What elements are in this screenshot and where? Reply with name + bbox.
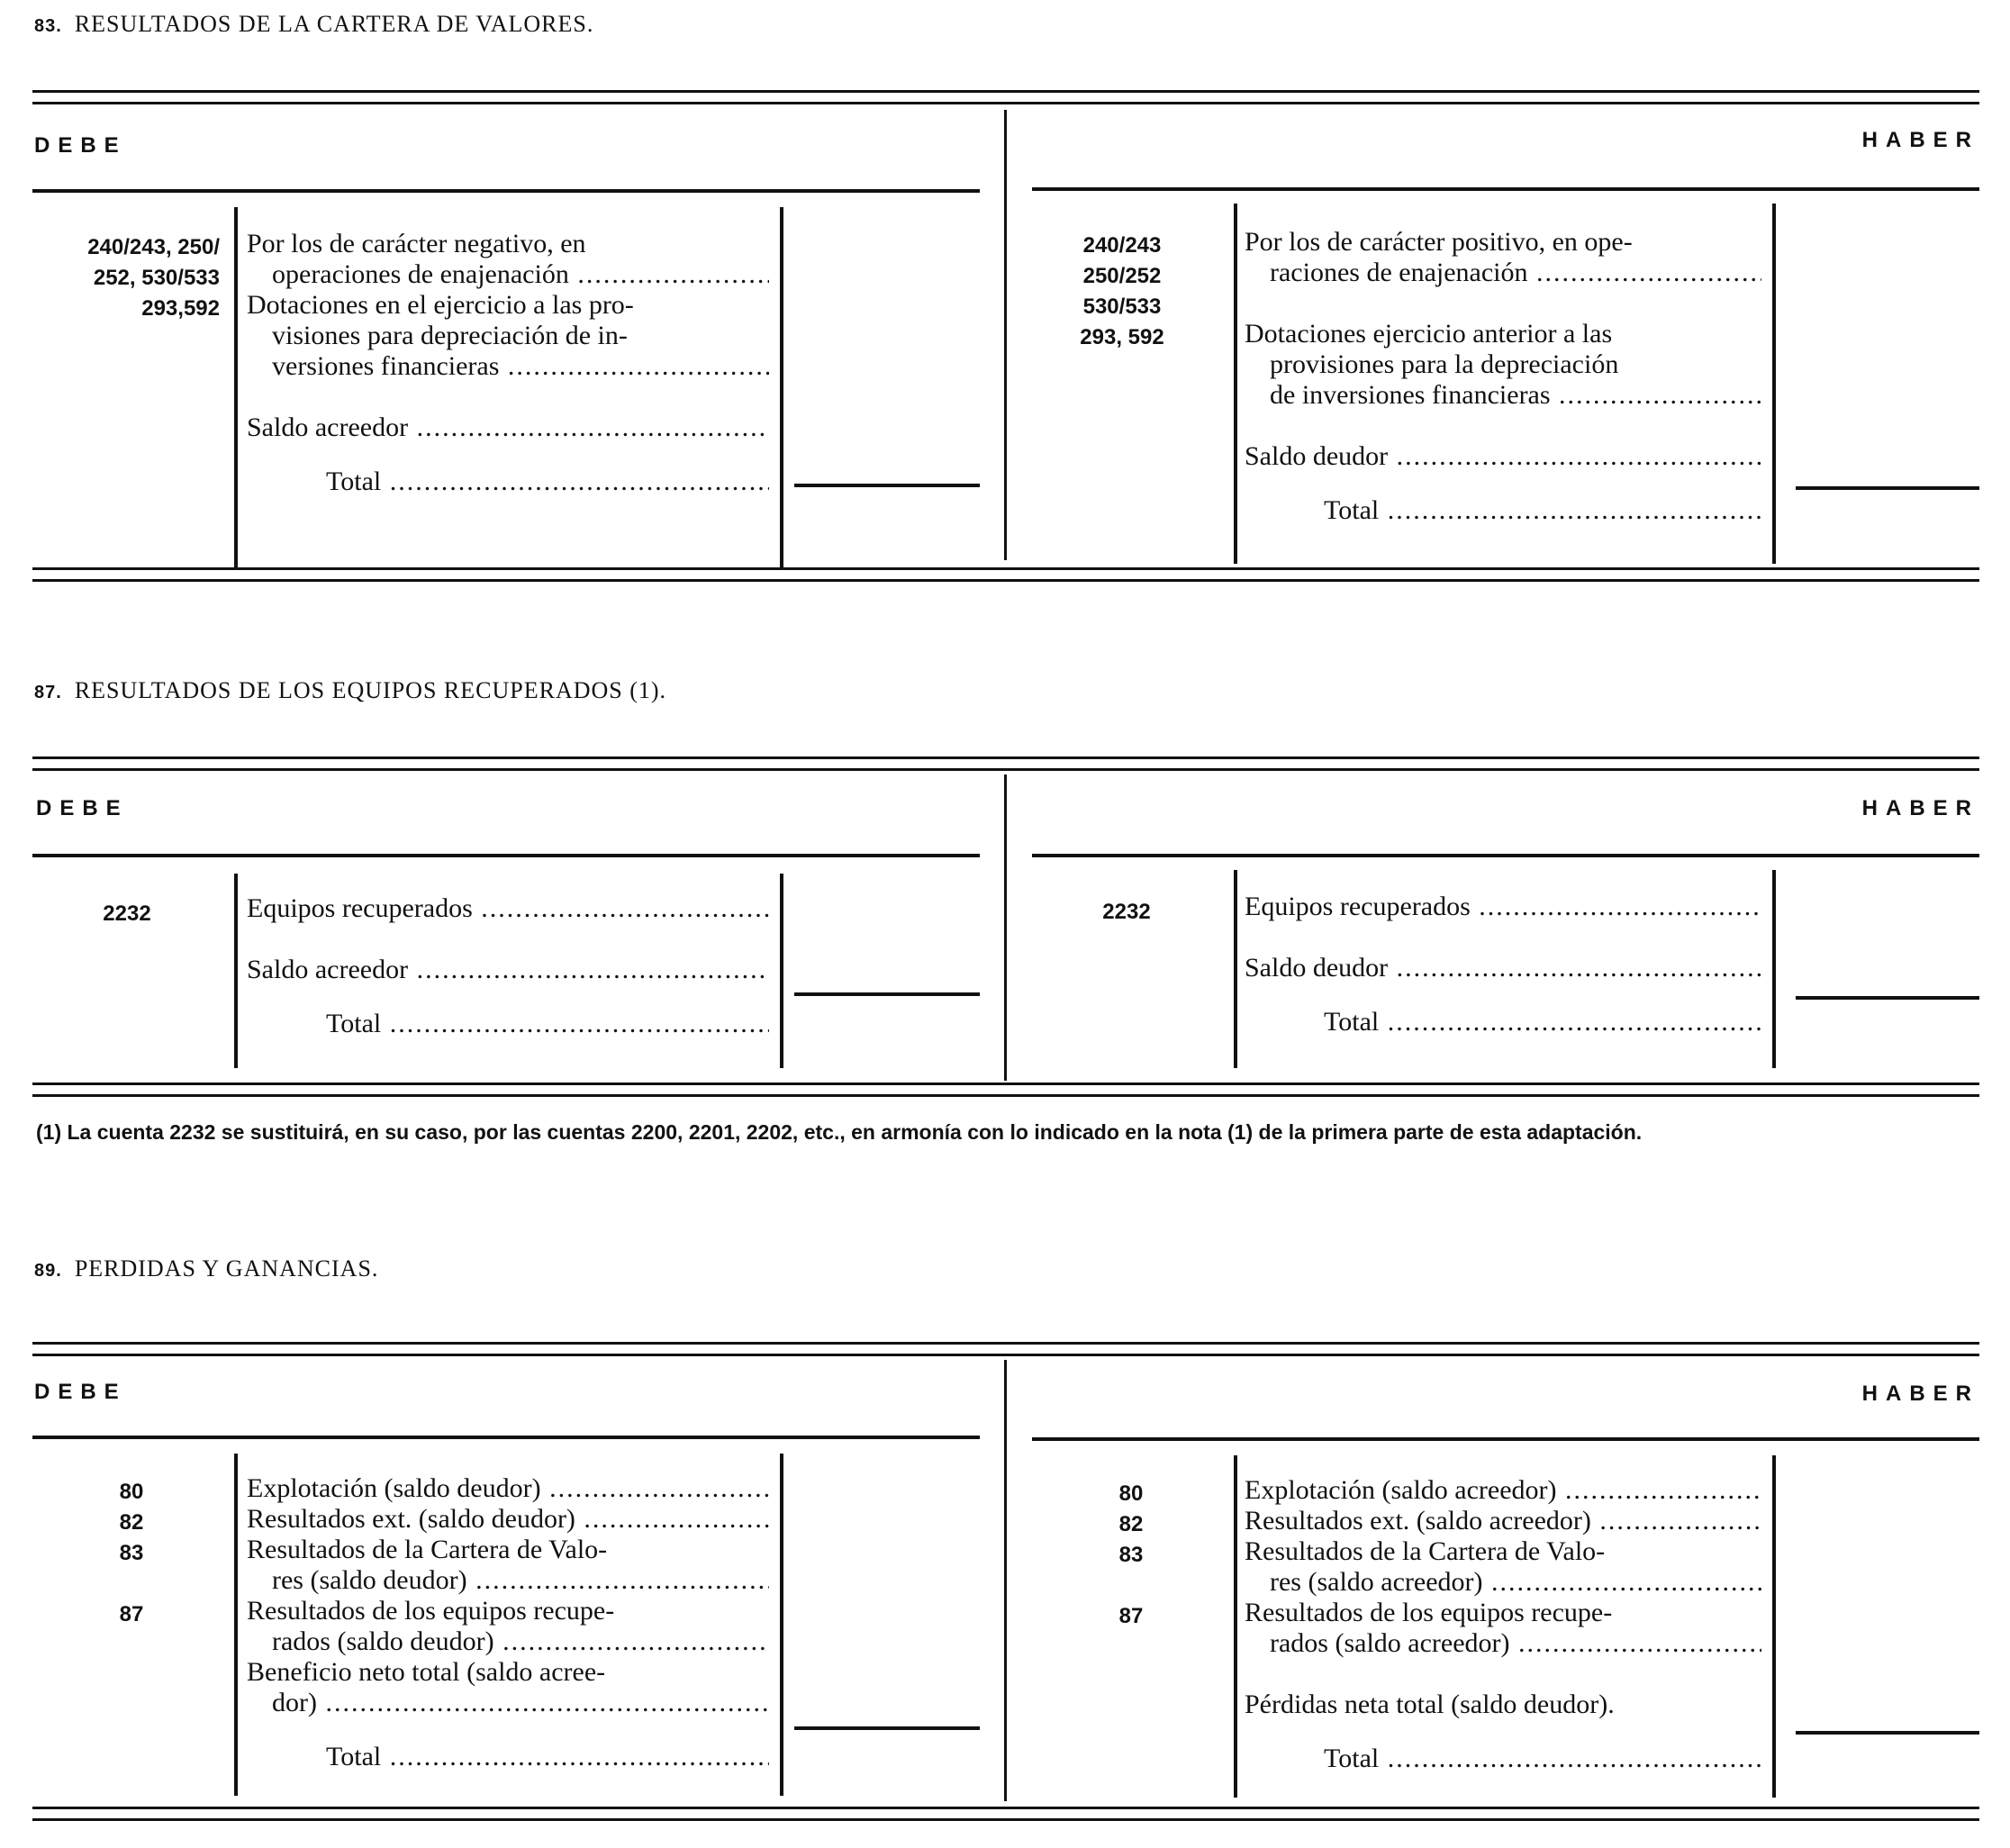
entry-line: Por los de carácter positivo, en ope- <box>1245 227 1633 257</box>
debe-header-rule <box>32 854 980 857</box>
haber-codes <box>1095 1479 1167 1632</box>
section-title-87 <box>34 677 666 704</box>
entry-line: versiones financieras ..... <box>247 351 769 382</box>
entry-item <box>1245 953 1761 983</box>
entry-item <box>247 1535 769 1596</box>
entry-line: Resultados ext. (saldo deudor) ..... <box>247 1504 769 1535</box>
entry-item <box>247 893 769 924</box>
entry-line: Resultados de la Cartera de Valo- <box>1245 1536 1606 1566</box>
haber-label: HABER <box>1861 128 1979 152</box>
section-number: 87. <box>34 683 62 702</box>
account-code: 82 <box>119 1510 144 1535</box>
entry-line: Beneficio neto total (saldo acree- <box>247 1657 606 1687</box>
entry-line: Saldo acreedor ..... <box>247 955 769 985</box>
center-divider <box>1004 110 1007 560</box>
haber-subtotal-rule <box>1796 486 1979 490</box>
account-code: 2232 <box>103 901 151 926</box>
top-double-rule <box>32 756 1979 771</box>
entry-item <box>1245 227 1761 288</box>
center-divider <box>1004 1360 1007 1801</box>
entry-line: Resultados ext. (saldo acreedor) ..... <box>1245 1506 1761 1536</box>
debe-entries <box>247 1473 769 1772</box>
debe-amount-column-rule <box>780 207 783 567</box>
entry-item <box>247 1504 769 1535</box>
section-heading: RESULTADOS DE LOS EQUIPOS RECUPERADOS (1). <box>74 677 667 703</box>
debe-label: DEBE <box>34 1380 127 1404</box>
entry-line: Saldo deudor ..... <box>1245 441 1761 472</box>
entry-line: Equipos recuperados ..... <box>1245 892 1761 922</box>
haber-entries <box>1245 227 1761 526</box>
account-table-83 <box>32 90 1979 594</box>
haber-label: HABER <box>1861 1381 1979 1406</box>
footnote: (1) La cuenta 2232 se sustituirá, en su caso, por las cuentas 2200, 2201, 2202, etc., en armonía con lo indicado en la nota (1) de la primera parte de esta adaptación. <box>36 1120 1643 1144</box>
entry-line: Total ..... <box>1245 1744 1761 1774</box>
total-row <box>1245 1007 1761 1037</box>
total-row <box>1245 495 1761 526</box>
haber-amount-column-rule <box>1772 204 1776 564</box>
account-code: 80 <box>119 1480 144 1504</box>
entry-item <box>1245 1506 1761 1536</box>
entry-line: rados (saldo acreedor) ..... <box>1245 1628 1761 1659</box>
debe-codes <box>95 1477 168 1630</box>
account-code: 87 <box>1118 1604 1144 1628</box>
account-code: 250/252 <box>1082 264 1162 288</box>
entry-item <box>1245 1475 1761 1506</box>
account-code: 87 <box>119 1602 144 1626</box>
account-code: 80 <box>1118 1481 1144 1506</box>
section-title-83 <box>34 11 593 38</box>
debe-subtotal-rule <box>794 1726 980 1730</box>
entry-line: visiones para depreciación de in- <box>272 321 628 350</box>
account-code: 83 <box>119 1541 144 1565</box>
entry-line: res (saldo deudor) ..... <box>247 1565 769 1596</box>
entry-line: res (saldo acreedor) ..... <box>1245 1567 1761 1598</box>
account-code: 240/243, 250/ <box>87 235 220 259</box>
haber-header-rule <box>1032 1437 1979 1441</box>
debe-header-rule <box>32 189 980 193</box>
entry-line: Resultados de los equipos recupe- <box>247 1596 615 1626</box>
account-code: 83 <box>1118 1543 1144 1567</box>
section-number: 83. <box>34 16 62 36</box>
entry-item <box>1245 319 1761 411</box>
entry-line: de inversiones financieras ..... <box>1245 380 1761 411</box>
entry-line: Explotación (saldo deudor) ..... <box>247 1473 769 1504</box>
top-double-rule <box>32 90 1979 104</box>
entry-item <box>247 1657 769 1718</box>
account-table-87 <box>32 756 1979 1108</box>
account-code: 240/243 <box>1082 233 1162 258</box>
bottom-double-rule <box>32 1807 1979 1821</box>
entry-line: dor) ..... <box>247 1688 769 1718</box>
account-code <box>95 1569 168 1599</box>
entry-line: rados (saldo deudor) ..... <box>247 1626 769 1657</box>
haber-amount-column-rule <box>1772 870 1776 1068</box>
total-row <box>247 1009 769 1039</box>
haber-amount-column-rule <box>1772 1455 1776 1798</box>
entry-item <box>1245 1598 1761 1659</box>
entry-item <box>1245 1689 1761 1720</box>
entry-line: Resultados de la Cartera de Valo- <box>247 1535 608 1564</box>
entry-line: Dotaciones en el ejercicio a las pro- <box>247 290 634 320</box>
center-divider <box>1004 775 1007 1081</box>
total-row <box>247 1742 769 1772</box>
bottom-double-rule <box>32 1083 1979 1097</box>
entry-item <box>247 229 769 290</box>
haber-code-column-rule <box>1234 870 1237 1068</box>
entry-line: raciones de enajenación ..... <box>1245 258 1761 288</box>
entry-line: Por los de carácter negativo, en <box>247 229 586 258</box>
account-code: 293,592 <box>141 296 220 321</box>
entry-line: Saldo acreedor ..... <box>247 412 769 443</box>
entry-line: Total ..... <box>1245 495 1761 526</box>
account-code: 2232 <box>1102 900 1151 924</box>
haber-entries <box>1245 1475 1761 1774</box>
entry-item <box>1245 1536 1761 1598</box>
entry-line: Total ..... <box>247 1009 769 1039</box>
entry-line: Equipos recuperados ..... <box>247 893 769 924</box>
section-heading: RESULTADOS DE LA CARTERA DE VALORES. <box>74 11 594 37</box>
haber-codes <box>1077 897 1176 928</box>
haber-subtotal-rule <box>1796 1731 1979 1735</box>
debe-amount-column-rule <box>780 874 783 1068</box>
account-table-89 <box>32 1342 1979 1837</box>
top-double-rule <box>32 1342 1979 1356</box>
account-code: 530/533 <box>1082 294 1162 319</box>
debe-subtotal-rule <box>794 992 980 996</box>
entry-line: Total ..... <box>247 1742 769 1772</box>
debe-codes <box>77 899 177 929</box>
entry-item <box>247 955 769 985</box>
entry-line: Dotaciones ejercicio anterior a las <box>1245 319 1613 349</box>
entry-line: Pérdidas neta total (saldo deudor). <box>1245 1689 1615 1719</box>
section-number: 89. <box>34 1261 62 1281</box>
debe-codes <box>32 232 220 324</box>
entry-line: provisiones para la depreciación <box>1270 349 1619 379</box>
haber-header-rule <box>1032 854 1979 857</box>
entry-item <box>247 1596 769 1657</box>
debe-label: DEBE <box>36 796 129 820</box>
debe-entries <box>247 893 769 1039</box>
haber-entries <box>1245 892 1761 1037</box>
entry-line: Total ..... <box>247 467 769 497</box>
entry-item <box>1245 892 1761 922</box>
account-code: 82 <box>1118 1512 1144 1536</box>
debe-header-rule <box>32 1436 980 1439</box>
entry-item <box>247 1473 769 1504</box>
section-title-89 <box>34 1255 378 1282</box>
bottom-double-rule <box>32 567 1979 582</box>
debe-code-column-rule <box>234 874 238 1068</box>
haber-code-column-rule <box>1234 1455 1237 1798</box>
entry-line: Resultados de los equipos recupe- <box>1245 1598 1613 1627</box>
total-row <box>1245 1744 1761 1774</box>
debe-code-column-rule <box>234 207 238 567</box>
haber-code-column-rule <box>1234 204 1237 564</box>
entry-line: Saldo deudor ..... <box>1245 953 1761 983</box>
debe-code-column-rule <box>234 1454 238 1796</box>
section-heading: PERDIDAS Y GANANCIAS. <box>74 1255 379 1282</box>
haber-label: HABER <box>1861 796 1979 820</box>
account-code: 252, 530/533 <box>93 266 220 290</box>
account-code <box>1095 1571 1167 1601</box>
debe-entries <box>247 229 769 497</box>
entry-line: Total ..... <box>1245 1007 1761 1037</box>
entry-item <box>247 412 769 443</box>
haber-header-rule <box>1032 187 1979 191</box>
total-row <box>247 467 769 497</box>
haber-codes <box>1050 231 1194 353</box>
entry-line: operaciones de enajenación ..... <box>247 259 769 290</box>
debe-subtotal-rule <box>794 484 980 487</box>
entry-line: Explotación (saldo acreedor) ..... <box>1245 1475 1761 1506</box>
haber-subtotal-rule <box>1796 996 1979 1000</box>
debe-label: DEBE <box>34 133 127 158</box>
account-code: 293, 592 <box>1080 325 1164 349</box>
debe-amount-column-rule <box>780 1454 783 1796</box>
entry-item <box>247 290 769 382</box>
entry-item <box>1245 441 1761 472</box>
